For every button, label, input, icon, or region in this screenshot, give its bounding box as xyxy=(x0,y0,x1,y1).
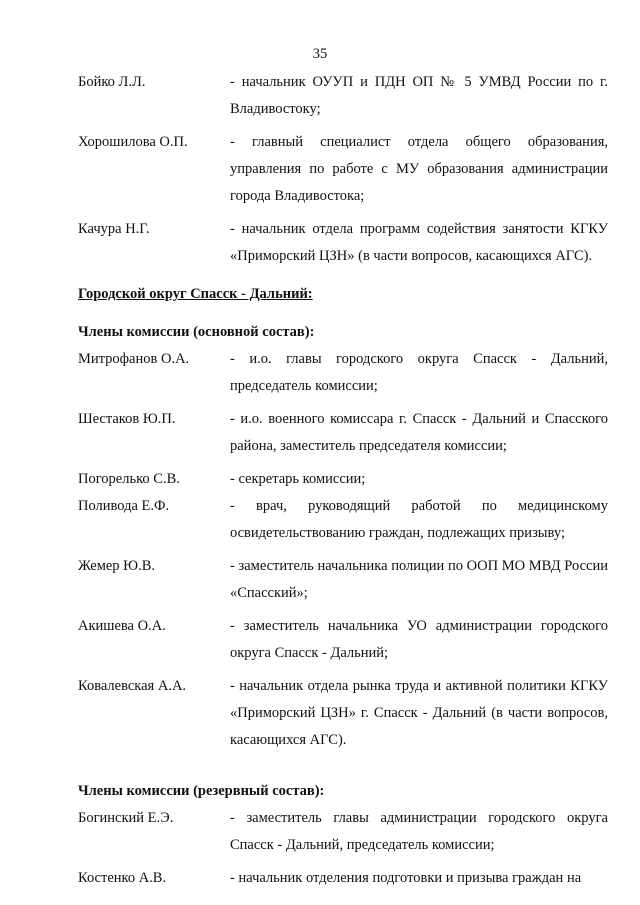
member-name: Богинский Е.Э. xyxy=(78,810,174,826)
member-role: - главный специалист отдела общего образования, управления по работе с МУ образования администрации города Владивостока; xyxy=(230,134,608,204)
member-entry xyxy=(78,493,608,547)
member-role: - заместитель начальника полиции по ООП МО МВД России «Спасский»; xyxy=(230,558,608,601)
member-entry xyxy=(78,216,608,270)
member-name: Качура Н.Г. xyxy=(78,221,150,237)
member-name: Шестаков Ю.П. xyxy=(78,411,176,427)
member-role: - заместитель главы администрации городского округа Спасск - Дальний, председатель комиссии; xyxy=(230,810,608,853)
reserve-members-heading: Члены комиссии (резервный состав): xyxy=(78,783,325,799)
member-entry xyxy=(78,553,608,607)
member-role: - врач, руководящий работой по медицинскому освидетельствованию граждан, подлежащих призыву; xyxy=(230,498,608,541)
document-body xyxy=(78,69,608,892)
main-members-heading: Члены комиссии (основной состав): xyxy=(78,324,315,340)
member-role: - заместитель начальника УО администрации городского округа Спасск - Дальний; xyxy=(230,618,608,661)
member-entry xyxy=(78,673,608,754)
member-name: Жемер Ю.В. xyxy=(78,558,156,574)
member-name: Погорелько С.В. xyxy=(78,471,180,487)
member-role: - и.о. военного комиссара г. Спасск - Дальний и Спасского района, заместитель председателя комиссии; xyxy=(230,411,608,454)
member-role: - начальник отделения подготовки и призыва граждан на xyxy=(230,870,582,886)
member-name: Поливода Е.Ф. xyxy=(78,498,170,514)
member-role: - начальник ОУУП и ПДН ОП № 5 УМВД России по г. Владивостоку; xyxy=(230,74,608,117)
member-entry xyxy=(78,466,608,493)
member-name: Костенко А.В. xyxy=(78,870,167,886)
member-role: - начальник отдела программ содействия занятости КГКУ «Приморский ЦЗН» (в части вопросов, касающихся АГС). xyxy=(230,221,608,264)
member-role: - секретарь комиссии; xyxy=(230,471,366,487)
member-entry xyxy=(78,346,608,400)
member-role: - начальник отдела рынка труда и активной политики КГКУ «Приморский ЦЗН» г. Спасск - Дальний (в части вопросов, касающихся АГС). xyxy=(230,678,608,748)
member-entry xyxy=(78,69,608,123)
member-entry xyxy=(78,865,608,892)
member-name: Хорошилова О.П. xyxy=(78,134,188,150)
member-name: Бойко Л.Л. xyxy=(78,74,146,90)
member-role: - и.о. главы городского округа Спасск - Дальний, председатель комиссии; xyxy=(230,351,608,394)
member-name: Митрофанов О.А. xyxy=(78,351,190,367)
page-number: 35 xyxy=(312,46,328,62)
member-name: Акишева О.А. xyxy=(78,618,166,634)
member-name: Ковалевская А.А. xyxy=(78,678,187,694)
member-entry xyxy=(78,406,608,460)
district-heading: Городской округ Спасск - Дальний: xyxy=(78,286,313,302)
member-entry xyxy=(78,129,608,210)
member-entry xyxy=(78,805,608,859)
member-entry xyxy=(78,613,608,667)
